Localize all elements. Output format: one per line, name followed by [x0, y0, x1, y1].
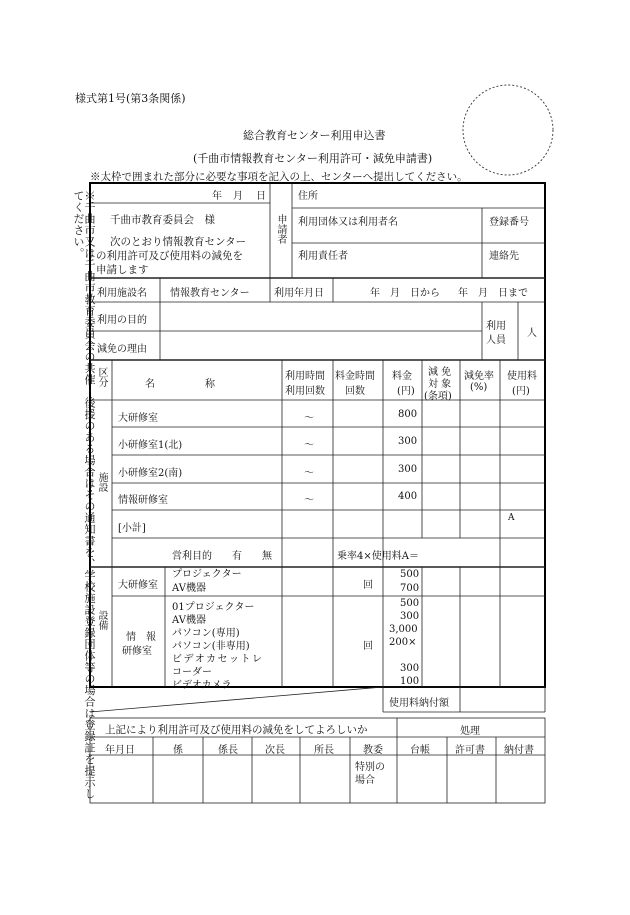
info-fee: 100: [400, 676, 420, 687]
special-case: 場合: [355, 775, 375, 786]
info-item: ビデオカセットレ: [172, 654, 264, 665]
seal-area: [463, 85, 553, 175]
info-room-label-2: 研修室: [122, 646, 152, 657]
info-item: 01プロジェクター: [172, 602, 255, 613]
reduction-rate-header: 減免率: [464, 371, 494, 382]
request-line3: 申請します: [96, 264, 149, 276]
responsible-label: 利用責任者: [298, 251, 348, 262]
info-fee: 300: [400, 663, 420, 674]
facility-row-name: 小研修室2(南): [118, 468, 183, 479]
date-to: 年 月 日まで: [458, 288, 528, 299]
time-header: 利用時間: [285, 371, 325, 382]
col-ledger: 台帳: [410, 745, 430, 756]
info-item: AV機器: [172, 615, 206, 626]
persons-label: 人: [527, 328, 537, 339]
processing-label: 処理: [460, 726, 480, 737]
large-item: プロジェクター: [172, 569, 242, 580]
col-board: 教委: [363, 745, 383, 756]
facility-row-name: 小研修室1(北): [118, 440, 183, 451]
col-staff: 係: [173, 745, 183, 756]
date-from: 年 月 日から: [370, 288, 440, 299]
col-deputy: 次長: [265, 745, 285, 756]
info-item: ビデオカメラ: [172, 680, 232, 691]
count-header: 利用回数: [285, 386, 325, 397]
fee-header: 料金: [392, 371, 412, 382]
special-case: 特別の: [355, 762, 385, 773]
fee-yen: (円): [397, 386, 415, 397]
facility-row-fee: 800: [398, 409, 418, 420]
fee-payment-label: 使用料納付額: [389, 698, 449, 709]
day-label: 日: [256, 191, 266, 202]
facility-row-tilde: 〜: [304, 495, 314, 506]
form-number: 様式第1号(第3条関係): [75, 92, 186, 105]
info-fee: 200×: [389, 637, 417, 648]
large-unit: 回: [363, 580, 373, 591]
commercial-purpose: 営利目的 有 無: [172, 551, 272, 562]
fee-count-header: 回数: [345, 386, 365, 397]
month-label: 月: [233, 191, 243, 202]
facility-row-name: 情報研修室: [118, 495, 168, 506]
facility-row-fee: 300: [398, 436, 418, 447]
addressee: 千曲市教育委員会 様: [110, 214, 215, 226]
usage-fee-yen: (円): [512, 386, 530, 397]
form-subtitle: (千曲市情報教育センター利用許可・減免申請書): [193, 152, 433, 165]
reduction-reason-label: 減免の理由: [97, 344, 147, 355]
equipment-group-label: 設備: [96, 610, 107, 630]
fee-time-header: 料金時間: [335, 371, 375, 382]
info-fee: 300: [400, 611, 420, 622]
subtotal-mark: A: [508, 513, 515, 523]
purpose-label: 利用の目的: [97, 315, 147, 326]
facility-row-tilde: 〜: [304, 413, 314, 424]
category-header: 区分: [96, 367, 107, 387]
facility-row-fee: 300: [398, 464, 418, 475]
reduction-target-1: 減 免: [428, 367, 452, 378]
large-item: AV機器: [172, 583, 206, 594]
facility-row-name: 大研修室: [118, 413, 158, 424]
info-item: パソコン(専用): [172, 628, 240, 639]
side-note: ※千曲市又は千曲市教育委員会の共催・後援のある場合はその通知書を、学校施設登録団体等の場合は登録証を提示してください。: [72, 190, 96, 800]
date-label: 利用年月日: [274, 288, 324, 299]
year-label: 年: [212, 191, 222, 202]
reduction-target-2: 対 象: [428, 379, 452, 390]
reg-number-label: 登録番号: [489, 217, 529, 228]
info-item: パソコン(非専用): [172, 641, 250, 652]
usage-fee-header: 使用料: [507, 371, 537, 382]
large-room-label: 大研修室: [118, 580, 158, 591]
col-chief: 係長: [218, 745, 238, 756]
org-name-label: 利用団体又は利用者名: [298, 217, 398, 228]
name-header: 名 称: [145, 379, 215, 390]
users-label: 利用人員: [486, 321, 506, 346]
instruction: ※太枠で囲まれた部分に必要な事項を記入の上、センターへ提出してください。: [90, 171, 468, 183]
large-fee: 500: [400, 569, 420, 580]
info-item: コーダー: [172, 667, 212, 678]
request-line2: の利用許可及び使用料の減免を: [96, 250, 243, 262]
facility-row-tilde: 〜: [304, 440, 314, 451]
facility-group-label: 施設: [96, 472, 107, 492]
address-label: 住所: [298, 191, 318, 202]
col-date: 年月日: [105, 745, 135, 756]
facility-value: 情報教育センター: [170, 288, 250, 299]
reduction-target-3: (条項): [424, 391, 452, 402]
large-fee: 700: [400, 583, 420, 594]
info-room-label-1: 情 報: [126, 632, 156, 643]
col-director: 所長: [314, 745, 334, 756]
info-fee: 500: [400, 598, 420, 609]
subtotal-label: [小計]: [118, 523, 146, 534]
applicant-label: 申請者: [275, 214, 286, 244]
contact-label: 連絡先: [489, 251, 519, 262]
multiplier: 乗率4×使用料A＝: [337, 551, 419, 562]
facility-label: 利用施設名: [97, 288, 147, 299]
request-line1: 次のとおり情報教育センター: [110, 236, 247, 248]
approval-question: 上記により利用許可及び使用料の減免をしてよろしいか: [105, 724, 368, 736]
col-permit: 許可書: [455, 745, 485, 756]
col-payment: 納付書: [504, 745, 534, 756]
info-fee: 3,000: [389, 624, 418, 635]
facility-row-fee: 400: [398, 491, 418, 502]
info-unit: 回: [363, 641, 373, 652]
reduction-rate-percent: (%): [470, 382, 488, 393]
facility-row-tilde: 〜: [304, 468, 314, 479]
form-title: 総合教育センター利用申込書: [243, 129, 386, 142]
